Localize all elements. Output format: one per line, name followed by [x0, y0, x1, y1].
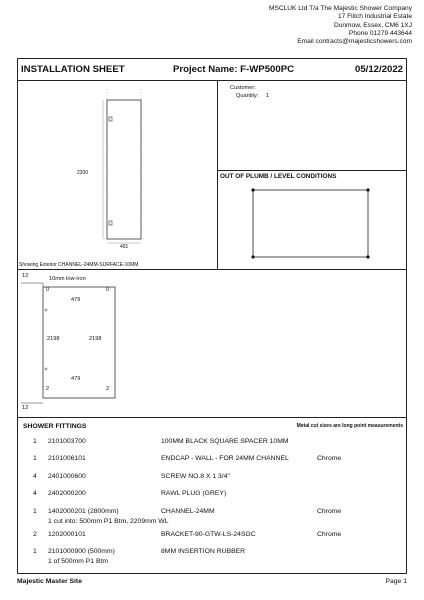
fitting-description: ENDCAP - WALL - FOR 24MM CHANNEL	[161, 455, 289, 463]
glass-top-left: 0	[46, 287, 50, 293]
customer-label: Customer:	[230, 85, 256, 91]
footer-page: Page 1	[385, 578, 407, 585]
hole-bottom	[45, 368, 47, 370]
plumb-corner-top-left	[251, 188, 254, 191]
company-phone: Phone 01279 443644	[348, 29, 412, 37]
company-address-block	[269, 5, 412, 46]
hole-top	[45, 309, 47, 311]
fitting-finish: Chrome	[317, 507, 342, 515]
fitting-cut-note: 1 cut into: 500mm P1 Btm, 2209mm WL	[48, 517, 169, 525]
glass-top-right: 0	[106, 287, 110, 293]
fitting-qty: 1	[33, 455, 37, 463]
fitting-qty: 1	[33, 548, 37, 556]
company-name: MSCLUK Ltd T/a The Majestic Shower Company	[268, 5, 412, 12]
glass-bottom-dim: 12	[22, 405, 29, 411]
glass-right-height: 2198	[89, 336, 102, 342]
plumb-corner-top-right	[366, 188, 369, 191]
glass-bottom-left: 2	[46, 386, 50, 392]
fittings-note: Metal cut sizes are long point measurements	[296, 423, 403, 429]
fitting-finish: Chrome	[317, 531, 342, 538]
fitting-code: 2101000900 (500mm)	[48, 548, 115, 556]
quantity-label: Quantity:	[236, 93, 259, 99]
glass-left-height: 2198	[47, 336, 60, 342]
plumb-corner-bottom-right	[366, 255, 369, 258]
plumb-corner-bottom-left	[251, 255, 254, 258]
fitting-finish: Chrome	[317, 455, 342, 463]
glass-spec: 10mm low-iron	[49, 276, 86, 282]
bracket-marker-bottom	[109, 221, 112, 225]
company-address-line2: Dunmow, Essex, CM6 1XJ	[333, 21, 412, 29]
fitting-description: 8MM INSERTION RUBBER	[161, 548, 246, 556]
sheet-title: INSTALLATION SHEET	[21, 64, 125, 75]
elevation-height: 2200	[77, 170, 89, 176]
fitting-qty: 1	[33, 438, 37, 445]
fitting-description: 100MM BLACK SQUARE SPACER 10MM	[161, 438, 289, 445]
footer-site: Majestic Master Site	[17, 578, 82, 585]
fitting-description: BRACKET-90-GTW-LS-24SGC	[161, 531, 256, 538]
plumb-outline	[253, 190, 368, 257]
fitting-code: 2401000600	[48, 472, 86, 480]
fitting-qty: 4	[33, 472, 37, 480]
fitting-description: SCREW NO.8 X 1 3/4"	[161, 472, 230, 480]
fittings-title: SHOWER FITTINGS	[23, 423, 87, 430]
fitting-qty: 4	[33, 490, 37, 498]
project-name: Project Name: F-WP500PC	[173, 64, 295, 75]
elevation-width: 491	[120, 244, 129, 250]
glass-left-dim: 12	[22, 273, 29, 279]
company-address-line1: 17 Flitch Industrial Estate	[337, 13, 412, 21]
fitting-cut-note: 1 of 500mm P1 Btm	[48, 558, 109, 566]
glass-bottom-width: 479	[71, 376, 81, 382]
glass-top-width: 479	[71, 297, 81, 303]
fitting-code: 1202000101	[48, 531, 86, 538]
fitting-code: 2101003700	[48, 438, 86, 445]
elevation-diagram	[17, 81, 217, 269]
fitting-code: 1402000201 (2800mm)	[48, 507, 119, 515]
fitting-code: 2402000200	[48, 490, 86, 498]
fitting-description: CHANNEL-24MM	[161, 507, 215, 515]
divider-glass-bottom	[17, 417, 407, 418]
sheet-date: 05/12/2022	[354, 64, 403, 75]
fitting-description: RAWL PLUG (GREY)	[161, 490, 227, 498]
title-bar	[17, 58, 407, 81]
fitting-qty: 1	[33, 507, 37, 515]
glass-bottom-right: 2	[106, 386, 110, 392]
bracket-marker-top	[109, 117, 112, 121]
fitting-qty: 2	[33, 531, 37, 538]
company-email[interactable]: Email contracts@majesticshowers.com	[297, 38, 412, 46]
fitting-code: 2101006101	[48, 455, 86, 463]
plumb-diagram	[217, 170, 407, 269]
elevation-caption: Showing Exterior CHANNEL-24MM-SURFACE-10MM	[19, 262, 139, 268]
quantity-value: 1	[266, 93, 270, 99]
plumb-title: OUT OF PLUMB / LEVEL CONDITIONS	[220, 173, 337, 180]
